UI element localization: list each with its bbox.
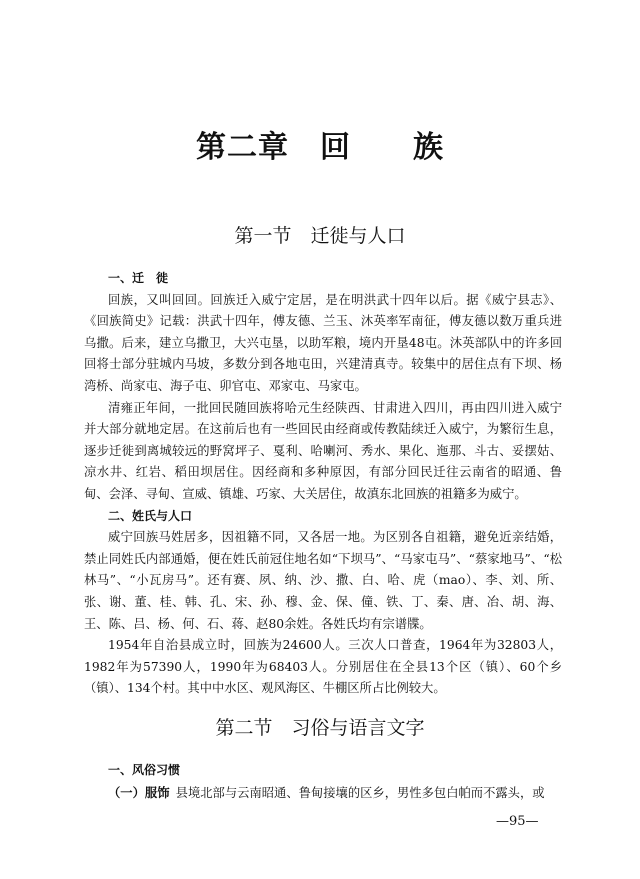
clothing-label: （一）服饰 (108, 784, 170, 800)
paragraph-population: 1954年自治县成立时，回族为24600人。三次人口普查，1964年为32803人，1982年为57390人，1990年为68403人。分别居住在全县13个区（镇）、60个乡（镇）、134个村。其中中水区、观风海区、牛棚区所占比例较大。 (84, 638, 562, 696)
subhead-customs: 一、风俗习惯 (108, 763, 181, 777)
subhead-migration: 一、迁 徙 (108, 271, 169, 285)
paragraph-origin: 回族，又叫回回。回族迁入威宁定居，是在明洪武十四年以后。据《威宁县志》、《回族简史》记载：洪武十四年，傅友德、兰玉、沐英率军南征，傅友德以数万重兵进乌撒。后来，建立乌撒卫，大兴屯垦，以助军粮，境内开垦48屯。沐英部队中的许多回回将士部分驻城内马坡，多数分到各地屯田，兴建清真寺。较集中的居住点有下坝、杨湾桥、尚家屯、海子屯、卯官屯、邓家屯、马家屯。 (84, 292, 562, 393)
clothing-text: 县境北部与云南昭通、鲁甸接壤的区乡，男性多包白帕而不露头，或 (175, 785, 545, 800)
chapter-title: 第二章 回 族 (196, 130, 444, 165)
section-title-customs: 第二节 习俗与语言文字 (215, 717, 425, 739)
section-body-customs (84, 760, 562, 804)
paragraph-qing-migration: 清雍正年间，一批回民随回族将哈元生经陕西、甘肃进入四川，再由四川进入威宁并大部分就地定居。在这前后也有一些回民由经商或传教陆续迁入威宁，为繁衍生息，逐步迁徙到离城较远的野窝坪子、戛利、哈喇河、秀水、果化、迤那、斗古、妥摆姑、凉水井、红岩、稻田坝居住。因经商和多种原因，有部分回民迁往云南省的昭通、鲁甸、会泽、寻甸、宣威、镇雄、巧家、大关居住，故滇东北回族的祖籍多为威宁。 (84, 400, 562, 501)
section-body-migration (84, 268, 562, 700)
page-number: —95— (496, 814, 539, 829)
section-title-migration: 第一节 迁徙与人口 (234, 225, 406, 247)
paragraph-clothing (84, 782, 562, 805)
subhead-surnames-population: 二、姓氏与人口 (108, 508, 193, 523)
paragraph-surnames: 威宁回族马姓居多，因祖籍不同，又各居一地。为区别各自祖籍，避免近亲结婚，禁止同姓氏内部通婚，便在姓氏前冠住地名如“下坝马”、“马家屯马”、“蔡家地马”、“松林马”、“小瓦房马”。还有赛、夙、纳、沙、撒、白、哈、虎（mao）、李、刘、所、张、谢、董、桂、韩、孔、宋、孙、穆、金、保、僮、铁、丁、秦、唐、冶、胡、海、王、陈、吕、杨、何、石、蒋、赵80余姓。各姓氏均有宗谱牒。 (84, 530, 562, 631)
